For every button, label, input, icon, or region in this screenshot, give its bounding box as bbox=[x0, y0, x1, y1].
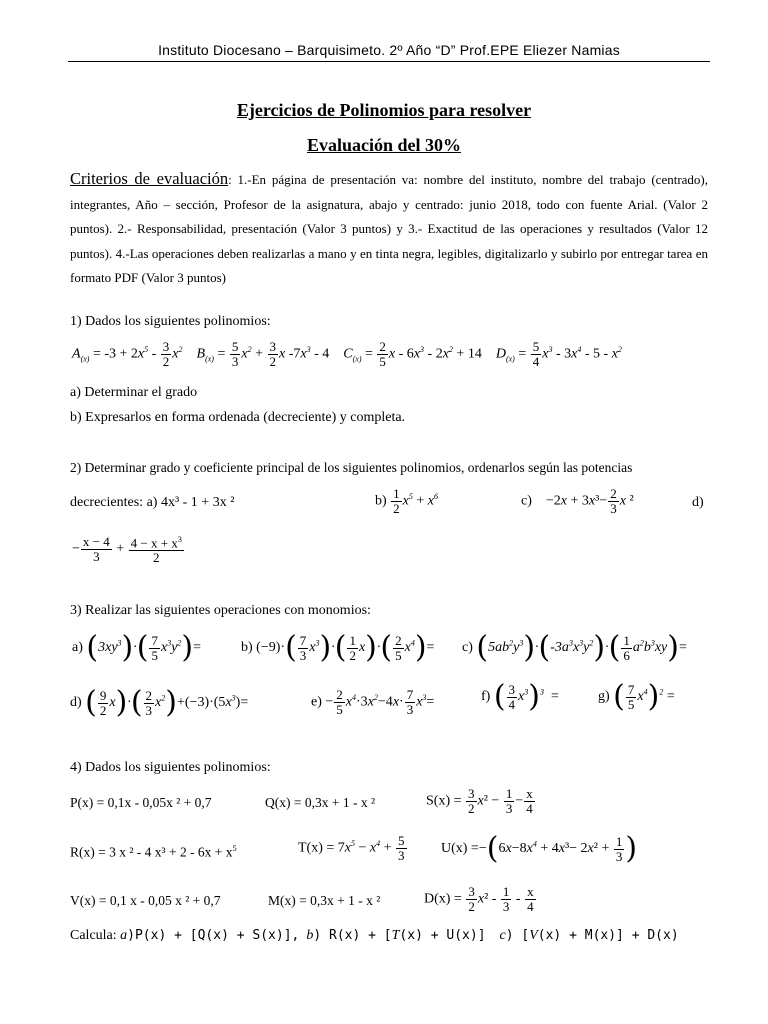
q3-g-label: g) bbox=[598, 689, 610, 705]
criteria-heading: Criterios de evaluación bbox=[70, 169, 229, 188]
page-header: Instituto Diocesano – Barquisimeto. 2º Año “D” Prof.EPE Eliezer Namias bbox=[158, 42, 620, 58]
q4-calculate: Calcula: a)P(x) + [Q(x) + S(x)], b) R(x) + [T(x) + U(x)] c) [V(x) + M(x)] + D(x) bbox=[70, 928, 679, 943]
document-subtitle: Evaluación del 30% bbox=[306, 135, 462, 155]
q4-M: M(x) = 0,3x + 1 - x ² bbox=[268, 893, 381, 908]
q4-intro: 4) Dados los siguientes polinomios: bbox=[70, 760, 271, 775]
q3-part-g: g) ( $\frac{7}{5}$ $x^4)^2$ = bbox=[598, 679, 675, 714]
q4-Q: Q(x) = 0,3x + 1 - x ² bbox=[265, 795, 376, 810]
q3-part-a: a) $(3xy^3)\cdot$( $\frac{7}{5}$ $x^3y^2)=$ bbox=[72, 630, 202, 665]
q2-d-label: d) bbox=[692, 495, 704, 510]
q2-part-c: c) −2x + 3x³− $\frac{2}{3}$ x ² bbox=[521, 486, 634, 516]
q3-part-f: f) ( $\frac{3}{4}$ $x^3)^3$ = bbox=[481, 679, 559, 714]
q4-D: D(x) = $\frac{3}{2}$ x² - $\frac{1}{3}$ - $\frac{x}{4}$ bbox=[424, 884, 534, 914]
q4-T-label: T(x) = bbox=[298, 840, 335, 856]
q4-V: V(x) = 0,1 x - 0,05 x ² + 0,7 bbox=[70, 893, 221, 908]
q2-part-d: − $\frac{x - 4}{3}$ + $\frac{4 - x + x^3}{2}$ bbox=[72, 533, 182, 566]
document-title: Ejercicios de Polinomios para resolver bbox=[236, 100, 532, 120]
q3-part-e: e) − $\frac{2}{5}$ $x^4\cdot 3x^2-4x\cdot$ $\frac{7}{3}$ $x^3=$ bbox=[311, 687, 435, 717]
q4-R: R(x) = 3 x ² - 4 $x^3 + 2 - 6x + x^5$ bbox=[70, 844, 237, 860]
q1-polynomials: $A_{(x)} = -3 + 2x^5$ - $\frac{3}{2}$ $x^2$ $B_{(x)}$ = $\frac{5}{3}$ $x^2$ + $\frac{3}{2}$ x $-7x^3 - 4$ $C_{(x)}$ = $\frac{2}{5}$ $x - 6x^3 - 2x^2 + 14$ $D_{(x)}$ = $\frac{5}{4}$ $x^3 - 3x^4 - 5 - x^2$ bbox=[72, 339, 622, 369]
q3-a-label: a) bbox=[72, 640, 83, 656]
q3-c-label: c) bbox=[462, 640, 473, 656]
q2-part-b: b) $\frac{1}{2}$ $x^5 + x^6$ bbox=[375, 486, 439, 516]
q2-b-label: b) bbox=[375, 493, 387, 509]
q3-part-b: b) (−9)·( $\frac{7}{3}$ $x^3)\cdot$( $\frac{1}{2}$ x)·( $\frac{2}{5}$ $x^4)=$ bbox=[241, 630, 435, 665]
q2-intro: 2) Determinar grado y coeficiente principal de los siguientes polinomios, ordenarlos según las potencias bbox=[70, 460, 633, 475]
header-divider bbox=[68, 61, 710, 62]
q4-T: $T(x) = 7x^5 - x^4$ + $\frac{5}{3}$ bbox=[298, 833, 405, 863]
q3-f-label: f) bbox=[481, 689, 491, 705]
q3-intro: 3) Realizar las siguientes operaciones con monomios: bbox=[70, 603, 371, 618]
q3-d-label: d) bbox=[70, 695, 82, 711]
q1-part-a: a) Determinar el grado bbox=[70, 385, 198, 400]
q4-D-label: D(x) = bbox=[424, 891, 462, 907]
q2-part-a: decrecientes: a) 4x³ - 1 + 3x ² bbox=[70, 495, 235, 510]
q3-part-c: c) $(5ab^2y^3)\cdot(-3a^3x^3y^2)\cdot$( $\frac{1}{6}$ $a^2b^3xy)=$ bbox=[462, 630, 687, 665]
q4-S-label: S(x) = bbox=[426, 793, 462, 809]
q4-S: S(x) = $\frac{3}{2}$ x² − $\frac{1}{3}$ − $\frac{x}{4}$ bbox=[426, 786, 533, 816]
q3-part-d: d) ( $\frac{9}{2}$ x)·( $\frac{2}{3}$ $x^2)+(-3)\cdot(5x^3)=$ bbox=[70, 685, 249, 720]
q1-intro: 1) Dados los siguientes polinomios: bbox=[70, 314, 271, 329]
q4-R-text: R(x) = 3 x ² - 4 x³ + 2 - 6x + x bbox=[70, 844, 233, 860]
criteria-body: : 1.-En página de presentación va: nombre del instituto, nombre del trabajo (centrado), integrantes, Año – sección, Profesor de la asignatura, abajo y centrado: junio 2018, todo con fuente Arial. (Valor 2 puntos). 2.- Responsabilidad, presentación (Valor 3 puntos) y 3.- Exactitud de las operaciones y resultados (Valor 12 puntos). 4.-Las operaciones deben realizarlas a mano y en tinta negra, legibles, digitalizarlo y subirlo por entregar tarea en formato PDF (Valor 3 puntos) bbox=[70, 172, 708, 285]
evaluation-criteria bbox=[70, 167, 708, 291]
q4-calc-label: Calcula: bbox=[70, 928, 117, 943]
q3-b-label: b) bbox=[241, 640, 253, 656]
q4-P: P(x) = 0,1x - 0,05x ² + 0,7 bbox=[70, 795, 212, 810]
q4-U: $U(x) =-(6x-8x^4 + 4x^3- 2x^2$ + $\frac{1}{3}$ ) bbox=[441, 831, 638, 866]
q4-U-label: U(x) = bbox=[441, 841, 479, 857]
q2-c-label: c) bbox=[521, 493, 532, 509]
q1-part-b: b) Expresarlos en forma ordenada (decreciente) y completa. bbox=[70, 410, 406, 425]
q3-e-label: e) bbox=[311, 694, 322, 710]
